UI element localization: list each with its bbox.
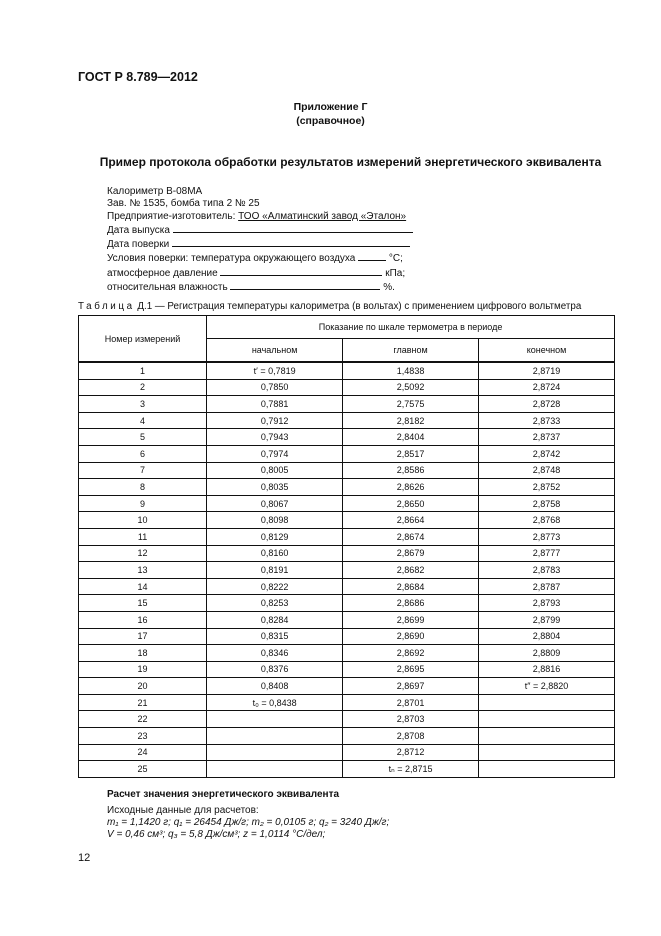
cell-initial: 0,8376 [207,661,343,678]
cell-initial [207,728,343,745]
table-row [79,661,615,678]
table-row [79,711,615,728]
table-row [79,479,615,496]
cell-n: 20 [79,678,207,695]
temperature-table [78,315,615,778]
cell-main: 2,5092 [343,379,479,396]
calorimeter-model: Калориметр В-08МА [107,186,203,197]
cell-main: 2,8679 [343,545,479,562]
cell-main: 2,8712 [343,744,479,761]
table-row [79,379,615,396]
table-row [79,528,615,545]
page-number: 12 [78,852,91,864]
cell-n: 4 [79,412,207,429]
conditions-line [107,251,413,265]
humidity-label: относительная влажность [107,282,231,294]
verification-date-blank [172,237,410,247]
cell-final: t″ = 2,8820 [479,678,615,695]
header-initial: начальном [207,339,343,363]
cell-initial [207,761,343,778]
cell-main: 2,8686 [343,595,479,612]
cell-main: 2,8692 [343,645,479,662]
calorimeter-info [107,186,413,294]
cell-main: 2,8699 [343,611,479,628]
cell-main: 2,8684 [343,578,479,595]
cell-main: 2,8404 [343,429,479,446]
document-code: ГОСТ Р 8.789—2012 [78,70,198,84]
cell-initial [207,744,343,761]
table-row [79,396,615,413]
cell-main: 2,7575 [343,396,479,413]
cell-n: 11 [79,528,207,545]
table-row [79,761,615,778]
release-date-label: Дата выпуска [107,224,173,236]
cell-n: 10 [79,512,207,529]
cell-main: 2,8626 [343,479,479,496]
cell-initial: 0,8408 [207,678,343,695]
cell-initial: 0,7943 [207,429,343,446]
cell-main: 2,8690 [343,628,479,645]
table-row [79,678,615,695]
cell-n: 17 [79,628,207,645]
cell-final [479,694,615,711]
cell-initial: 0,7912 [207,412,343,429]
cell-n: 6 [79,445,207,462]
cell-main: 2,8182 [343,412,479,429]
cell-initial: 0,8222 [207,578,343,595]
humidity-line [107,280,413,294]
cell-initial: 0,8284 [207,611,343,628]
cell-n: 12 [79,545,207,562]
cell-initial: 0,8253 [207,595,343,612]
cell-n: 14 [79,578,207,595]
cell-main: 2,8664 [343,512,479,529]
cell-main: 2,8708 [343,728,479,745]
cell-initial: 0,7974 [207,445,343,462]
cell-main: 2,8682 [343,562,479,579]
release-date-blank [173,223,413,233]
cell-initial: 0,8067 [207,495,343,512]
cell-n: 23 [79,728,207,745]
cell-n: 2 [79,379,207,396]
manufacturer-line [107,211,413,223]
cell-n: 13 [79,562,207,579]
cell-main: 2,8586 [343,462,479,479]
manufacturer-label: Предприятие-изготовитель: [107,210,239,222]
cell-initial [207,711,343,728]
conditions-label: Условия поверки: температура окружающего воздуха [107,253,359,265]
cell-final [479,728,615,745]
cell-initial: 0,8035 [207,479,343,496]
table-caption [78,301,581,312]
cell-final: 2,8733 [479,412,615,429]
cell-main: 2,8674 [343,528,479,545]
calculation-line-2: V = 0,46 см³; q₃ = 5,8 Дж/см³; z = 1,0114 °С/дел; [107,829,326,840]
cell-n: 22 [79,711,207,728]
table-row [79,462,615,479]
cell-final: 2,8748 [479,462,615,479]
cell-final: 2,8799 [479,611,615,628]
cell-main: 2,8650 [343,495,479,512]
cell-final: 2,8773 [479,528,615,545]
cell-final: 2,8804 [479,628,615,645]
table-row [79,562,615,579]
appendix-title: Приложение Г [293,101,368,113]
table-row [79,694,615,711]
cell-n: 19 [79,661,207,678]
cell-final: 2,8816 [479,661,615,678]
table-row [79,429,615,446]
cell-final: 2,8758 [479,495,615,512]
table-row [79,495,615,512]
cell-final: 2,8728 [479,396,615,413]
cell-initial: 0,8346 [207,645,343,662]
pressure-label: атмосферное давление [107,267,221,279]
release-date-line [107,223,413,237]
table-row [79,578,615,595]
cell-initial: t′ = 0,7819 [207,362,343,379]
cell-n: 3 [79,396,207,413]
cell-initial: 0,8315 [207,628,343,645]
table-caption-prefix: Таблица [78,301,135,312]
cell-final: 2,8777 [479,545,615,562]
humidity-unit: %. [380,282,395,294]
table-row [79,445,615,462]
calculation-line-1: m₁ = 1,1420 г; q₁ = 26454 Дж/г; m₂ = 0,0105 г; q₂ = 3240 Дж/г; [107,817,390,828]
humidity-blank [230,280,380,290]
cell-initial: t₀ = 0,8438 [207,694,343,711]
cell-n: 8 [79,479,207,496]
cell-initial: 0,8129 [207,528,343,545]
table-caption-text: Д.1 — Регистрация температуры калориметра (в вольтах) с применением цифрового вольтметра [134,301,582,312]
cell-final: 2,8724 [479,379,615,396]
cell-n: 7 [79,462,207,479]
cell-main: 2,8697 [343,678,479,695]
temperature-blank [358,251,386,261]
header-thermometer-reading: Показание по шкале термометра в периоде [207,316,615,339]
table-row [79,645,615,662]
table-row [79,744,615,761]
cell-final [479,744,615,761]
pressure-line [107,266,413,280]
cell-main: tₙ = 2,8715 [343,761,479,778]
table-header-row [79,316,615,339]
cell-initial: 0,8098 [207,512,343,529]
cell-final [479,711,615,728]
header-measurement-number: Номер измерений [79,316,207,363]
cell-main: 2,8703 [343,711,479,728]
cell-initial: 0,8005 [207,462,343,479]
verification-date-line [107,237,413,251]
header-main: главном [343,339,479,363]
appendix-type: (справочное) [296,115,365,127]
cell-final: 2,8783 [479,562,615,579]
verification-date-label: Дата поверки [107,239,172,251]
table-row [79,512,615,529]
cell-n: 16 [79,611,207,628]
cell-n: 24 [79,744,207,761]
cell-final: 2,8737 [479,429,615,446]
table-row [79,362,615,379]
cell-final: 2,8787 [479,578,615,595]
table-row [79,628,615,645]
cell-main: 2,8517 [343,445,479,462]
table-row [79,595,615,612]
table-row [79,611,615,628]
table-row [79,728,615,745]
cell-initial: 0,8191 [207,562,343,579]
cell-main: 2,8701 [343,694,479,711]
cell-final: 2,8768 [479,512,615,529]
pressure-unit: кПа; [382,267,406,279]
pressure-blank [220,266,382,276]
cell-n: 15 [79,595,207,612]
manufacturer-value: ТОО «Алматинский завод «Эталон» [238,210,407,222]
cell-initial: 0,7850 [207,379,343,396]
cell-final: 2,8752 [479,479,615,496]
cell-final [479,761,615,778]
table-row [79,545,615,562]
cell-main: 1,4838 [343,362,479,379]
cell-main: 2,8695 [343,661,479,678]
cell-n: 1 [79,362,207,379]
temperature-unit: °С; [386,253,403,265]
calculation-intro: Исходные данные для расчетов: [107,805,259,816]
cell-n: 21 [79,694,207,711]
main-title: Пример протокола обработки результатов измерений энергетического эквивалента [99,155,602,169]
cell-n: 25 [79,761,207,778]
calculation-title: Расчет значения энергетического эквивалента [107,789,340,800]
cell-final: 2,8793 [479,595,615,612]
cell-n: 18 [79,645,207,662]
cell-initial: 0,8160 [207,545,343,562]
cell-final: 2,8809 [479,645,615,662]
header-final: конечном [479,339,615,363]
cell-n: 9 [79,495,207,512]
serial-number: Зав. № 1535, бомба типа 2 № 25 [107,198,260,210]
cell-final: 2,8719 [479,362,615,379]
calculation-data [107,805,389,841]
cell-final: 2,8742 [479,445,615,462]
table-row [79,412,615,429]
cell-initial: 0,7881 [207,396,343,413]
cell-n: 5 [79,429,207,446]
